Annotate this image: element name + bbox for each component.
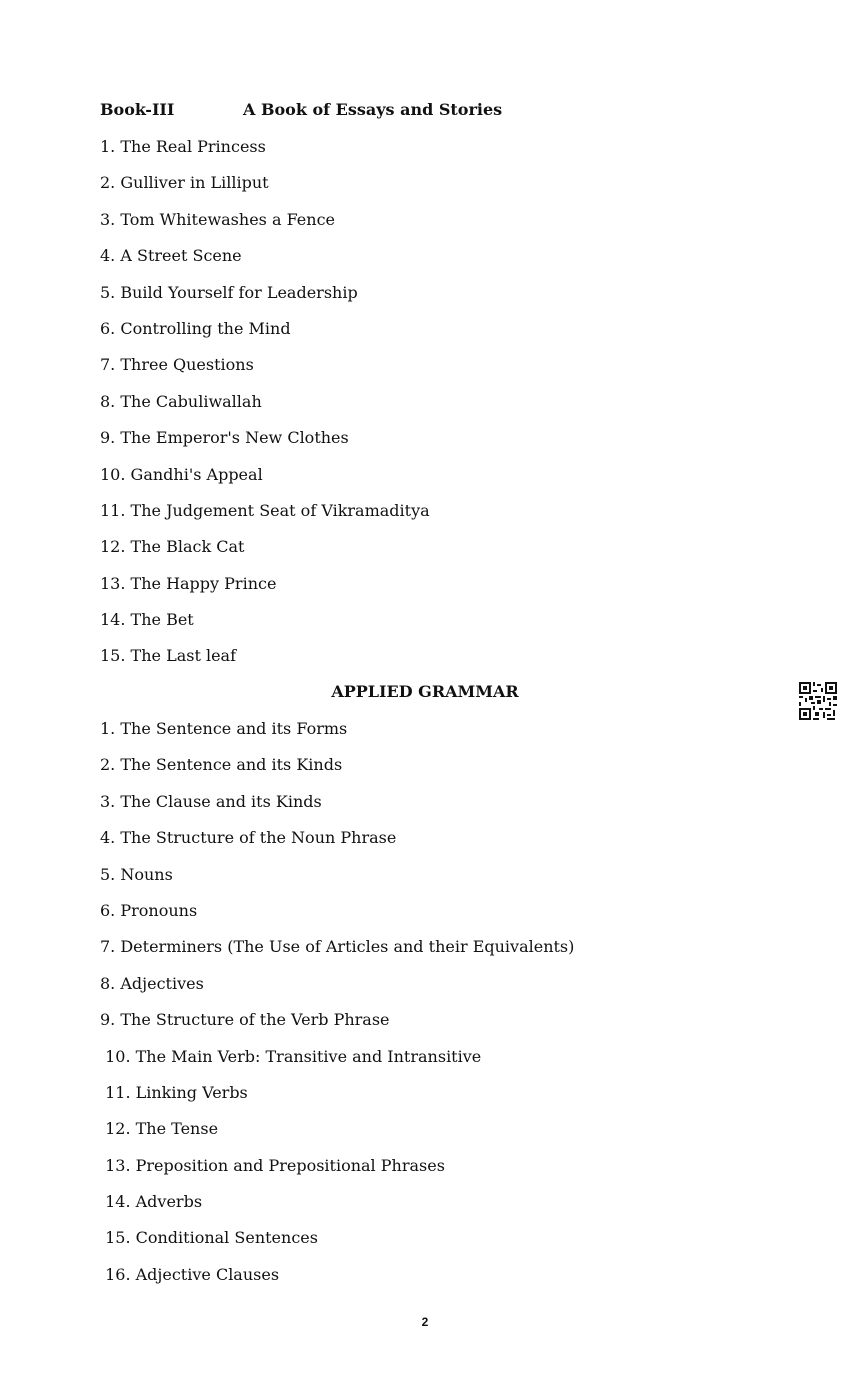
list-item: 10. The Main Verb: Transitive and Intransitive — [100, 1046, 482, 1066]
book-label: Book-III — [100, 100, 175, 119]
list-item: 2. The Sentence and its Kinds — [100, 755, 343, 775]
list-item: 13. Preposition and Prepositional Phrases — [100, 1155, 445, 1175]
page-number: 2 — [421, 1315, 429, 1329]
list-item: 11. The Judgement Seat of Vikramaditya — [100, 500, 430, 520]
list-item: 6. Controlling the Mind — [100, 318, 291, 338]
list-item: 7. Three Questions — [100, 355, 254, 375]
list-item: 8. The Cabuliwallah — [100, 391, 262, 411]
list-item: 1. The Sentence and its Forms — [100, 719, 348, 738]
book-contents-list — [100, 137, 430, 683]
list-item: 15. Conditional Sentences — [100, 1228, 318, 1248]
list-item: 13. The Happy Prince — [100, 573, 277, 593]
list-item: 4. A Street Scene — [100, 246, 242, 266]
list-item: 4. The Structure of the Noun Phrase — [100, 828, 397, 848]
list-item: 9. The Structure of the Verb Phrase — [100, 1010, 390, 1030]
list-item: 8. Adjectives — [100, 973, 204, 993]
list-item: 15. The Last leaf — [100, 646, 236, 666]
list-item: 10. Gandhi's Appeal — [100, 464, 263, 484]
book-title: A Book of Essays and Stories — [243, 100, 503, 119]
grammar-contents-list — [100, 719, 574, 1301]
list-item: 12. The Tense — [100, 1119, 219, 1139]
list-item: 1. The Real Princess — [100, 137, 266, 156]
list-item: 12. The Black Cat — [100, 537, 245, 557]
list-item: 5. Build Yourself for Leadership — [100, 282, 358, 302]
list-item: 14. The Bet — [100, 610, 194, 630]
list-item: 16. Adjective Clauses — [100, 1264, 280, 1284]
qr-code-icon — [798, 681, 838, 721]
list-item: 11. Linking Verbs — [100, 1082, 248, 1102]
list-item: 3. The Clause and its Kinds — [100, 791, 322, 811]
list-item: 5. Nouns — [100, 864, 173, 884]
list-item: 2. Gulliver in Lilliput — [100, 173, 269, 193]
list-item: 9. The Emperor's New Clothes — [100, 428, 349, 448]
list-item: 3. Tom Whitewashes a Fence — [100, 209, 336, 229]
list-item: 7. Determiners (The Use of Articles and their Equivalents) — [100, 937, 575, 957]
list-item: 14. Adverbs — [100, 1192, 203, 1212]
grammar-section-title: APPLIED GRAMMAR — [331, 682, 519, 701]
list-item: 6. Pronouns — [100, 900, 198, 920]
